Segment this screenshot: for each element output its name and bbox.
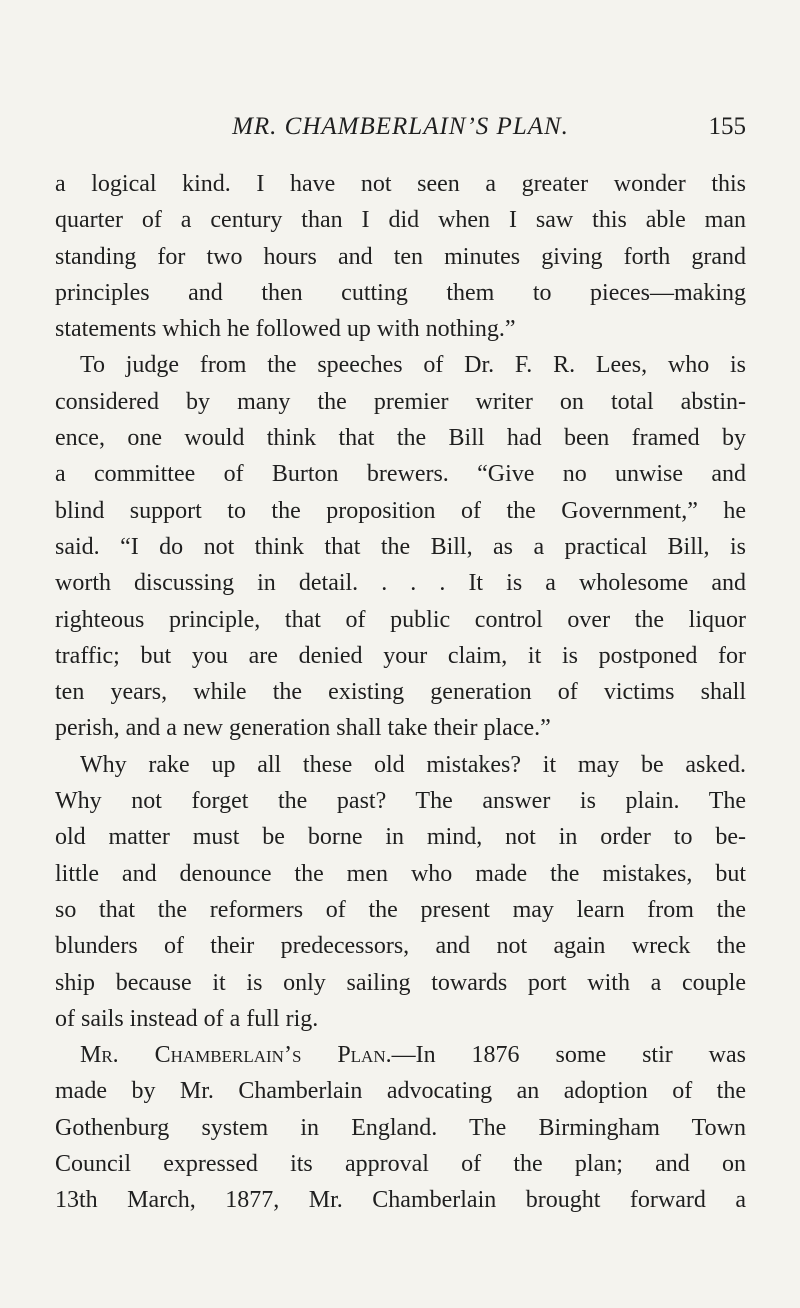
section-heading: Mr. Chamberlain’s Plan. [80,1042,392,1069]
page-number: 155 [708,113,746,140]
text-line: principles and then cutting them to pieces—making [55,279,746,306]
paragraph-start: Why rake up all these old mistakes? it may be asked. [80,751,746,778]
section-first-line [55,1037,746,1073]
text-line: said. “I do not think that the Bill, as a practical Bill, is [55,533,746,560]
text-line: Council expressed its approval of the plan; and on [55,1151,746,1178]
text-line: blunders of their predecessors, and not again wreck the [55,933,746,960]
text-line: so that the reformers of the present may learn from the [55,896,746,923]
text-line: perish, and a new generation shall take their place.” [55,715,551,742]
text-line: considered by many the premier writer on total abstin- [55,388,746,415]
body-text [55,166,746,1219]
text-line: a committee of Burton brewers. “Give no unwise and [55,461,746,488]
text-line: ence, one would think that the Bill had been framed by [55,425,746,452]
running-head [55,113,746,147]
text-line: little and denounce the men who made the mistakes, but [55,860,746,887]
text-line: made by Mr. Chamberlain advocating an adoption of the [55,1078,746,1105]
text-line: statements which he followed up with nothing.” [55,316,516,343]
text-line: traffic; but you are denied your claim, it is postponed for [55,642,746,669]
text-line: a logical kind. I have not seen a greater wonder this [55,171,746,197]
text-line: righteous principle, that of public control over the liquor [55,606,746,633]
text-line: quarter of a century than I did when I saw this able man [55,207,746,234]
text-line: 13th March, 1877, Mr. Chamberlain brought forward a [55,1187,746,1214]
section-first-line-rest: —In 1876 some stir was [391,1042,746,1069]
text-line: Why not forget the past? The answer is plain. The [55,788,746,815]
text-line: of sails instead of a full rig. [55,1005,319,1032]
text-line: worth discussing in detail. . . . It is a wholesome and [55,570,746,597]
page-title: MR. CHAMBERLAIN’S PLAN. [232,113,569,140]
text-line: Gothenburg system in England. The Birmingham Town [55,1114,746,1141]
text-line: ten years, while the existing generation of victims shall [55,679,746,706]
text-line: ship because it is only sailing towards port with a couple [55,969,746,996]
text-line: old matter must be borne in mind, not in order to be- [55,824,746,851]
paragraph-start: To judge from the speeches of Dr. F. R. Lees, who is [80,352,746,379]
text-line: standing for two hours and ten minutes giving forth grand [55,243,746,270]
text-line: blind support to the proposition of the Government,” he [55,497,746,524]
